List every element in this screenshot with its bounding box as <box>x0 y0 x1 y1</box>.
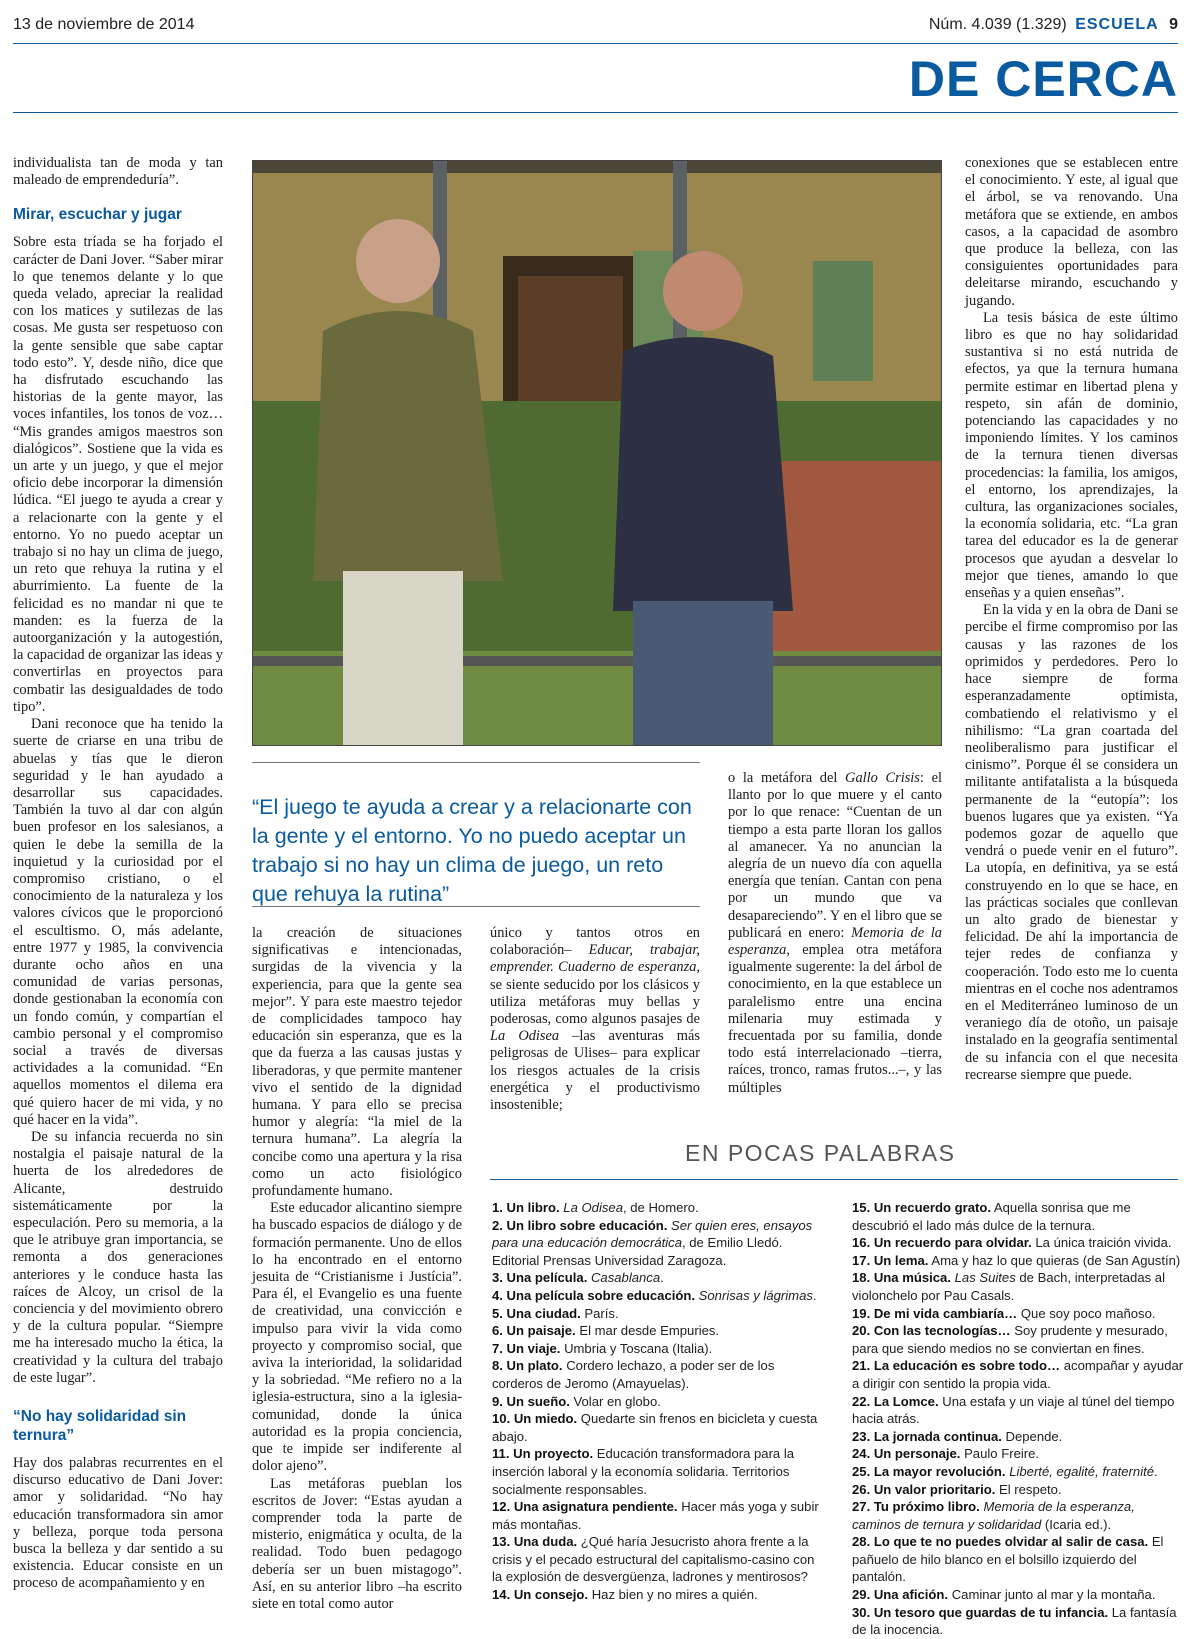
list-item-title: Sonrisas y lágrimas <box>698 1287 813 1303</box>
list-item <box>492 1269 822 1287</box>
list-item <box>492 1357 822 1392</box>
list-item-text: Que soy poco mañoso. <box>1020 1305 1156 1321</box>
list-item-key: 14. Un consejo. <box>492 1587 589 1603</box>
list-item-text: (Icaria ed.). <box>1041 1516 1112 1532</box>
list-item-title: Memoria de la esperanza, caminos de ternura y solidaridad <box>852 1499 1135 1532</box>
list-item-text: Caminar junto al mar y la montaña. <box>951 1587 1156 1603</box>
list-item-key: 28. Lo que te no puedes olvidar al salir de casa. <box>852 1534 1149 1550</box>
list-item <box>492 1217 822 1270</box>
list-item-text: El respeto. <box>998 1481 1062 1497</box>
list-item <box>852 1305 1184 1323</box>
list-item-key: 17. Un lema. <box>852 1252 929 1268</box>
list-item-key: 23. La jornada continua. <box>852 1428 1002 1444</box>
article-column-2 <box>252 925 462 1613</box>
list-item-text: París. <box>584 1305 619 1321</box>
subheading: “No hay solidaridad sin ternura” <box>13 1408 187 1445</box>
list-item-text: . <box>1154 1463 1158 1479</box>
list-item <box>852 1463 1184 1481</box>
list-item-key: 11. Un proyecto. <box>492 1446 594 1462</box>
paragraph: Las metáforas pueblan los escritos de Jover: “Estas ayudan a comprender toda la parte de misterio, enigmática y oculta, de la realidad. Todo buen pedagogo debería ser un buen mistagogo”. Así, en su anterior libro –ha escrito siete en total como autor <box>252 1475 462 1612</box>
paragraph: Dani reconoce que ha tenido la suerte de criarse en una tribu de abuelas y tías que le dieron seguridad y le han ayudado a desarrollar sus capacidades. También la tuvo al dar con algún buen profesor en los salesianos, a quien le debe la semilla de la inquietud y la curiosidad por el compromiso cristiano, o el conocimiento de la naturaleza y los valores cívicos que le proporcionó el escultismo. O, más adelante, entre 1977 y 1985, la convivencia durante ocho años en una comunidad de varias personas, donde gestionaban la economía con un fondo común, y compartían el cambio personal y el compromiso social a través de diversas actividades a la comunidad. “En aquellos momentos el dilema era qué quiero hacer de mi vida, y no qué hacer en la vida”. <box>13 716 223 1128</box>
article-column-3 <box>490 925 700 1114</box>
list-item-key: 29. Una afición. <box>852 1587 949 1603</box>
quote-rule-top <box>252 762 700 763</box>
list-item-title: La Odisea <box>563 1200 623 1215</box>
issue-date: 13 de noviembre de 2014 <box>13 16 195 33</box>
list-item <box>492 1340 822 1358</box>
sidebar-title: EN POCAS PALABRAS <box>685 1140 956 1166</box>
paragraph: único y tantos otros en colaboración– Educar, trabajar, emprender. Cuaderno de esperanza, se siente seducido por los clásicos y utiliza metáforas muy bellas y poderosas, como algunos pasajes de La Odisea –las aventuras más peligrosas de Ulises– para explicar los riesgos actuales de la crisis energética y el productivismo insostenible; <box>490 925 700 1114</box>
list-item-text: . <box>812 1287 817 1303</box>
list-item-key: 9. Un sueño. <box>492 1393 570 1409</box>
list-item-key: 2. Un libro sobre educación. <box>492 1217 668 1233</box>
list-item <box>492 1305 822 1323</box>
list-item-text: Una estafa y un viaje al túnel del tiempo hacia atrás. <box>852 1393 1175 1427</box>
list-item <box>852 1533 1184 1586</box>
list-item <box>852 1252 1184 1270</box>
paragraph: Hay dos palabras recurrentes en el discurso educativo de Dani Jover: amor y solidaridad. “No hay educación transformadora sin amor y belleza, porque toda persona busca la belleza y dar sentido a su existencia. Educar consiste en un proceso de acompañamiento y en <box>13 1455 223 1592</box>
quickfire-list-right <box>852 1199 1184 1639</box>
list-item-text: Haz bien y no mires a quién. <box>591 1587 758 1603</box>
page-number: 9 <box>1169 16 1178 33</box>
list-item-key: 10. Un miedo. <box>492 1411 578 1427</box>
article-column-5 <box>965 155 1178 1084</box>
list-item-key: 16. Un recuerdo para olvidar. <box>852 1235 1032 1251</box>
list-item-key: 15. Un recuerdo grato. <box>852 1200 991 1215</box>
section-rule <box>13 112 1178 113</box>
list-item-text: de Bach, interpretadas al violonchelo por Pau Casals. <box>852 1270 1165 1303</box>
list-item-key: 7. Un viaje. <box>492 1340 561 1356</box>
list-item-key: 22. La Lomce. <box>852 1393 939 1409</box>
list-item-title: Ser quien eres, ensayos para una educación democrática <box>492 1217 813 1251</box>
paragraph: o la metáfora del Gallo Crisis: el llanto por lo que muere y el canto por lo que renace: “Cuentan de un tiempo a esta parte lloran los gallos al amanecer. Ya no anuncian la alegría de un nuevo día con aquella energía que tenían. Cantan con pena por un mundo que va desapareciendo”. Y en el libro que se publicará en enero: Memoria de la esperanza, emplea otra metáfora igualmente sugerente: la del árbol de conocimiento, en la que establece un paralelismo entre una encina milenaria muy estimada y frecuentada por su familia, donde todo está interrelacionado –tierra, raíces, tronco, ramas frutos...–, y las múltiples <box>728 770 942 1096</box>
pull-quote: “El juego te ayuda a crear y a relacionarte con la gente y el entorno. Yo no puedo aceptar un trabajo si no hay un clima de juego, un reto que rehuya la rutina” <box>252 795 692 906</box>
list-item-title: Casablanca <box>590 1270 661 1286</box>
list-item <box>852 1199 1184 1234</box>
list-item <box>852 1445 1184 1463</box>
list-item-key: 21. La educación es sobre todo… <box>852 1358 1061 1374</box>
paragraph: En la vida y en la obra de Dani se percibe el firme compromiso por las causas y las razones de los oprimidos y perdedores. Pero lo hace siempre de forma esperanzadamente optimista, combatiendo el relativismo y el nihilismo: “La gran coartada del neoliberalismo para justificar el cinismo”. Porque él se considera un militante antifatalista a la búsqueda permanente de la “eutopía”: los buenos lugares que ya existen. “Ya podemos gozar de aquello que vendrá o puede venir en el futuro”. La utopía, en definitiva, ya se está construyendo en lo que se hace, en las prácticas sociales que conllevan un alto grado de bienestar y felicidad. De ahí la importancia de tejer redes de confianza y cooperación. Todo esto me lo cuenta mientras en el coche nos adentramos en el Mediterráneo luminoso de un veraniego día de otoño, un paisaje instalado en la geografía sentimental de su infancia con el que necesita recrearse siempre que puede. <box>965 602 1178 1083</box>
issue-number: Núm. 4.039 (1.329) <box>928 16 1067 33</box>
list-item-text: Paulo Freire. <box>964 1446 1040 1462</box>
list-item <box>492 1586 822 1604</box>
issue-info <box>929 16 1178 34</box>
list-item-key: 13. Una duda. <box>492 1534 578 1550</box>
list-item <box>852 1234 1184 1252</box>
paragraph: Este educador alicantino siempre ha buscado espacios de diálogo y de formación permanente. Uno de ellos lo ha encontrado en el entorno jesuita de “Cristianisme i Justícia”. Para él, el Evangelio es una fuente de creatividad, una convicción e impulso para vivir la vida como proyecto y compromiso social, que aviva la interioridad, la solidaridad y la sobriedad. “Me refiero no a la iglesia-estructura, sino a la iglesia-comunidad, donde la única autoridad es la propia conciencia, que te impide ser indiferente al dolor ajeno”. <box>252 1200 462 1475</box>
list-item-key: 12. Una asignatura pendiente. <box>492 1499 678 1515</box>
list-item-key: 25. La mayor revolución. <box>852 1463 1006 1479</box>
paragraph: Sobre esta tríada se ha forjado el carácter de Dani Jover. “Saber mirar lo que tenemos delante y lo que queda velado, apreciar la realidad con los matices y sutilezas de las cosas. Me gusta ser respetuoso con la gente sensible que sabe captar todo esto”. Y, desde niño, dice que ha disfrutado escuchando las historias de la gente mayor, las voces infantiles, los tonos de voz… “Mis grandes amigos maestros son dialógicos”. Sostiene que la vida es un arte y un juego, y que el mejor oficio debe incorporar la dimensión lúdica. “El juego te ayuda a crear y a relacionarte con la gente y el entorno. Yo no puedo aceptar un trabajo si no hay un clima de juego, un reto que rehuya la rutina y el aburrimiento. La fuente de la felicidad es no mandar ni que te manden: es la fuerza de la autoorganización y la autogestión, la capacidad de organizar las ideas y convertirlas en proyectos para combatir las desigualdades de todo tipo”. <box>13 234 223 715</box>
paragraph: La tesis básica de este último libro es que no hay solidaridad sustantiva si no está nutrida de efectos, ya que la ternura humana permite estimar en libertad plena y respeto, sin afán de dominio, potenciando las capacidades y no imponiendo límites. Y los caminos de la ternura tienen diversas procedencias: la familia, los amigos, el entorno, los aprendizajes, la cultura, las organizaciones sociales, la economía solidaria, etc. “La gran tarea del educador es la de generar procesos que ayudan a desvelar lo mejor que tienes, amando lo que enseñas y a quien enseñas”. <box>965 309 1178 602</box>
paragraph: De su infancia recuerda no sin nostalgia el paisaje natural de la huerta de los alrededores de Alicante, destruido sistemáticamente por la especulación. Pero su memoria, a la que le atribuye gran importancia, se remonta a dos generaciones anteriores y le conduce hasta las raíces de Alcoy, un crisol de la conciencia y del movimiento obrero y de la cultura popular. “Siempre me ha interesado mucho la ética, la creatividad y la cultura del trabajo de este lugar”. <box>13 1128 223 1386</box>
quickfire-list-left <box>492 1199 822 1604</box>
list-item-text: Hacer más yoga y subir más montañas. <box>492 1499 819 1532</box>
sidebar-rule <box>490 1179 1178 1180</box>
list-item <box>852 1357 1184 1392</box>
list-item-text: Quedarte sin frenos en bicicleta y cuesta abajo. <box>492 1411 818 1444</box>
list-item <box>492 1287 822 1305</box>
paragraph: conexiones que se establecen entre el conocimiento. Y este, al igual que el árbol, se va renovando. Una metáfora que se extiende, en ambos casos, a la capacidad de asombro que produce la belleza, con las consiguientes oportunidades para deleitarse mirando, escuchando y jugando. <box>965 155 1178 309</box>
list-item-text: El mar desde Empuries. <box>579 1323 720 1339</box>
list-item-title: Las Suites <box>954 1270 1016 1286</box>
list-item-key: 24. Un personaje. <box>852 1446 961 1462</box>
list-item-key: 3. Una película. <box>492 1270 588 1286</box>
list-item <box>852 1428 1184 1446</box>
subheading: Mirar, escuchar y jugar <box>13 206 182 224</box>
list-item-key: 30. Un tesoro que guardas de tu infancia. <box>852 1604 1109 1620</box>
list-item <box>852 1498 1184 1533</box>
list-item <box>852 1604 1184 1639</box>
list-item-text: Educación transformadora para la inserción laboral y la economía solidaria. Territorios socialmente responsables. <box>492 1446 795 1497</box>
article-column-4 <box>728 770 942 1097</box>
article-photo <box>252 160 942 746</box>
list-item-text: Aquella sonrisa que me descubrió el lado más dulce de la ternura. <box>852 1200 1131 1233</box>
list-item-text: Volar en globo. <box>573 1393 661 1409</box>
list-item <box>492 1445 822 1498</box>
list-item-text: Cordero lechazo, a poder ser de los corderos de Jeromo (Amayuelas). <box>492 1358 775 1391</box>
photo-illustration <box>253 161 942 746</box>
list-item-text: El pañuelo de hilo blanco en el bolsillo izquierdo del pantalón. <box>852 1534 1164 1585</box>
list-item <box>492 1199 822 1217</box>
list-item-key: 26. Un valor prioritario. <box>852 1481 996 1497</box>
header-rule <box>13 43 1178 44</box>
list-item-key: 4. Una película sobre educación. <box>492 1287 696 1303</box>
list-item-text: , de Emilio Lledó. Editorial Prensas Universidad Zaragoza. <box>492 1235 783 1268</box>
list-item <box>852 1393 1184 1428</box>
list-item-key: 1. Un libro. <box>492 1200 560 1215</box>
list-item-title: Liberté, egalité, fraternité <box>1009 1463 1155 1479</box>
list-item-key: 8. Un plato. <box>492 1358 563 1374</box>
list-item <box>852 1481 1184 1499</box>
section-title: DE CERCA <box>908 51 1178 107</box>
list-item-key: 27. Tu próximo libro. <box>852 1499 980 1515</box>
paragraph: la creación de situaciones significativas e intencionadas, surgidas de la vivencia y la experiencia, para que la gente sea mejor”. Y para este maestro tejedor de complicidades tampoco hay educación sin esperanza, que es la que da fuerza a las causas justas y liberadoras, y que permite mantener vivo el sentido de la dignidad humana. Y para ello se precisa humor y alegría: “la miel de la ternura humana”. La alegría la concibe como una apertura y la risa como un acto fisiológico profundamente humano. <box>252 925 462 1200</box>
list-item-key: 6. Un paisaje. <box>492 1323 576 1339</box>
list-item <box>492 1322 822 1340</box>
quote-rule-bottom <box>252 906 700 907</box>
list-item-key: 20. Con las tecnologías… <box>852 1323 1011 1339</box>
paragraph: individualista tan de moda y tan maleado de emprendeduría”. <box>13 155 223 189</box>
list-item-text: . <box>660 1270 664 1286</box>
list-item-text: Ama y haz lo que quieras (de San Agustín) <box>931 1252 1181 1268</box>
list-item-key: 19. De mi vida cambiaría… <box>852 1305 1018 1321</box>
list-item <box>492 1498 822 1533</box>
list-item <box>852 1269 1184 1304</box>
list-item-text: La fantasía de la inocencia. <box>852 1604 1177 1638</box>
list-item-text: La única traición vivida. <box>1035 1235 1172 1251</box>
list-item-text: acompañar y ayudar a dirigir con sentido la propia vida. <box>852 1358 1184 1391</box>
list-item <box>492 1410 822 1445</box>
list-item <box>852 1322 1184 1357</box>
list-item-text: , de Homero. <box>623 1200 699 1215</box>
list-item-key: 18. Una música. <box>852 1270 951 1286</box>
list-item-text: ¿Qué haría Jesucristo ahora frente a la crisis y el pecado estructural del capitalismo-casino con la explosión de desvergüenza, ladrones y mentirosos? <box>492 1534 815 1585</box>
list-item-key: 5. Una ciudad. <box>492 1305 581 1321</box>
publication-name: ESCUELA <box>1075 16 1159 33</box>
list-item <box>492 1393 822 1411</box>
list-item-text: Umbria y Toscana (Italia). <box>564 1340 713 1356</box>
list-item <box>492 1533 822 1586</box>
list-item-text: Soy prudente y mesurado, para que siendo medios no se conviertan en fines. <box>852 1323 1168 1356</box>
list-item-text: Depende. <box>1005 1428 1063 1444</box>
article-column-1 <box>13 155 223 1593</box>
list-item <box>852 1586 1184 1604</box>
